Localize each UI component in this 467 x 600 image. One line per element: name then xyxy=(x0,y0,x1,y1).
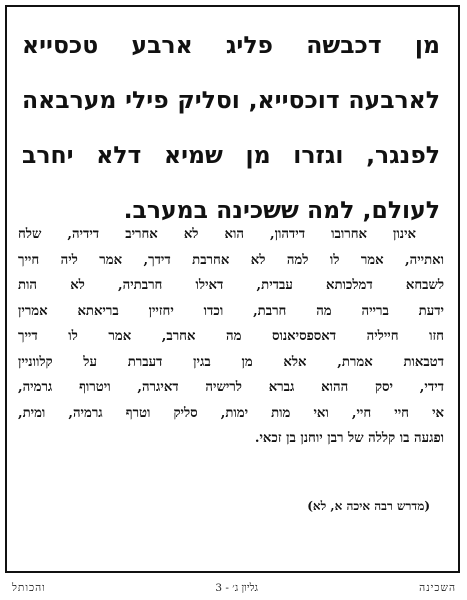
body-line: לשבחא דמלכותא עבדית, דאילו חרבתיה, לא הות xyxy=(18,278,444,293)
footer-right-title: השכינה xyxy=(419,582,456,594)
body-line: חזו חייליה דאספסיאנוס מה אחרב, אמר לו דייך xyxy=(18,329,444,344)
heading-line: לפנגר, וגזרו מן שמיא דלא יחרב xyxy=(22,141,440,169)
body-line: ידעת ברייה מה חרבת, וכדו יחזיין בריאתא אמרין xyxy=(18,303,444,319)
body-line: אינון אחרובו דידהון, הוא לא אחריב דידיה, שלח xyxy=(18,227,416,242)
body-line: דידי, יסק ההוא גברא לרישיה דאיגרה, ויטרוף גרמיה, xyxy=(18,380,444,395)
source-citation: (מדרש רבה איכה א, לא) xyxy=(307,499,430,513)
footer-left-title: והכותל xyxy=(12,582,46,594)
body-line: דטבאות אמרת, אלא מן בגין דעברת על קלווניין xyxy=(18,354,444,370)
footer-page-number: גליון ג׳ - 3 xyxy=(215,582,258,594)
heading-block xyxy=(22,18,440,238)
page-footer xyxy=(12,582,456,596)
heading-line: לעולם, למה ששכינה במערב. xyxy=(123,196,440,224)
body-line: ואתייה, אמר לו למה לא אחרבת דידך, אמר ליה חייך xyxy=(18,252,444,268)
heading-line: לארבעה דוכסייא, וסליק פילי מערבאה xyxy=(22,86,440,114)
body-paragraph xyxy=(18,222,444,452)
body-line: ופגעה בו קללה של רבן יוחנן בן זכאי. xyxy=(254,431,444,446)
heading-line: מן דכבשה פליג ארבע טכסייא xyxy=(22,31,440,59)
body-line: אי חיי חיי, ואי מות ימות, סליק וטרף גרמיה, ומית, xyxy=(18,405,444,421)
